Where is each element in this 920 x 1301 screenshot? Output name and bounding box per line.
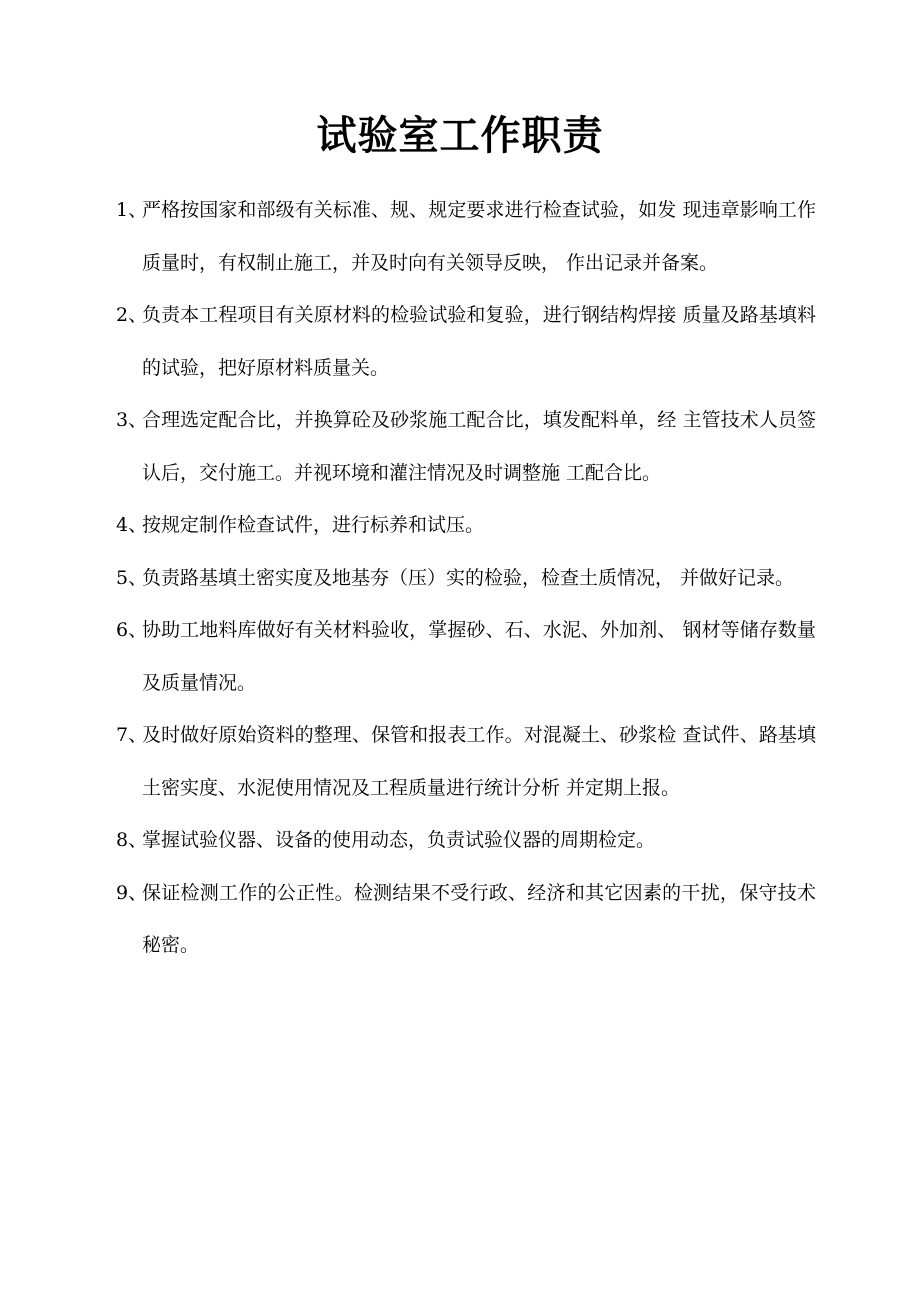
item-text: 合理选定配合比，并换算砼及砂浆施工配合比，填发配料单，经 主管技术人员签认后，交付施工。并视环境和灌注情况及时调整施 工配合比。 xyxy=(142,409,816,484)
item-number: 2、 xyxy=(116,304,148,326)
item-number: 5、 xyxy=(116,566,148,589)
item-text: 保证检测工作的公正性。检测结果不受行政、经济和其它因素的干扰，保守技术秘密。 xyxy=(142,881,816,956)
list-item xyxy=(116,604,816,709)
item-number: 9、 xyxy=(116,881,148,904)
item-number: 8、 xyxy=(116,829,148,851)
list-item xyxy=(116,289,816,394)
page-title: 试验室工作职责 xyxy=(316,113,604,159)
item-number: 4、 xyxy=(116,514,148,536)
item-text: 负责本工程项目有关原材料的检验试验和复验，进行钢结构焊接 质量及路基填料的试验，把好原材料质量关。 xyxy=(142,304,816,379)
list-item xyxy=(116,499,816,552)
item-text: 及时做好原始资料的整理、保管和报表工作。对混凝土、砂浆检 查试件、路基填土密实度、水泥使用情况及工程质量进行统计分析 并定期上报。 xyxy=(142,724,816,799)
item-text: 负责路基填土密实度及地基夯（压）实的检验，检查土质情况， 并做好记录。 xyxy=(142,566,795,589)
item-text: 协助工地料库做好有关材料验收，掌握砂、石、水泥、外加剂、 钢材等储存数量及质量情况。 xyxy=(142,619,816,694)
duty-list xyxy=(116,184,816,972)
item-number: 6、 xyxy=(116,619,148,641)
list-item xyxy=(116,867,816,972)
item-number: 7、 xyxy=(116,724,148,746)
item-number: 3、 xyxy=(116,409,148,431)
list-item xyxy=(116,709,816,814)
list-item xyxy=(116,394,816,499)
item-text: 掌握试验仪器、设备的使用动态，负责试验仪器的周期检定。 xyxy=(142,829,656,851)
list-item xyxy=(116,814,816,867)
list-item xyxy=(116,552,816,605)
item-number: 1、 xyxy=(116,199,148,221)
list-item xyxy=(116,184,816,289)
item-text: 严格按国家和部级有关标准、规、规定要求进行检查试验，如发 现违章影响工作质量时，有权制止施工，并及时向有关领导反映， 作出记录并备案。 xyxy=(142,199,816,274)
item-text: 按规定制作检查试件，进行标养和试压。 xyxy=(142,514,485,536)
